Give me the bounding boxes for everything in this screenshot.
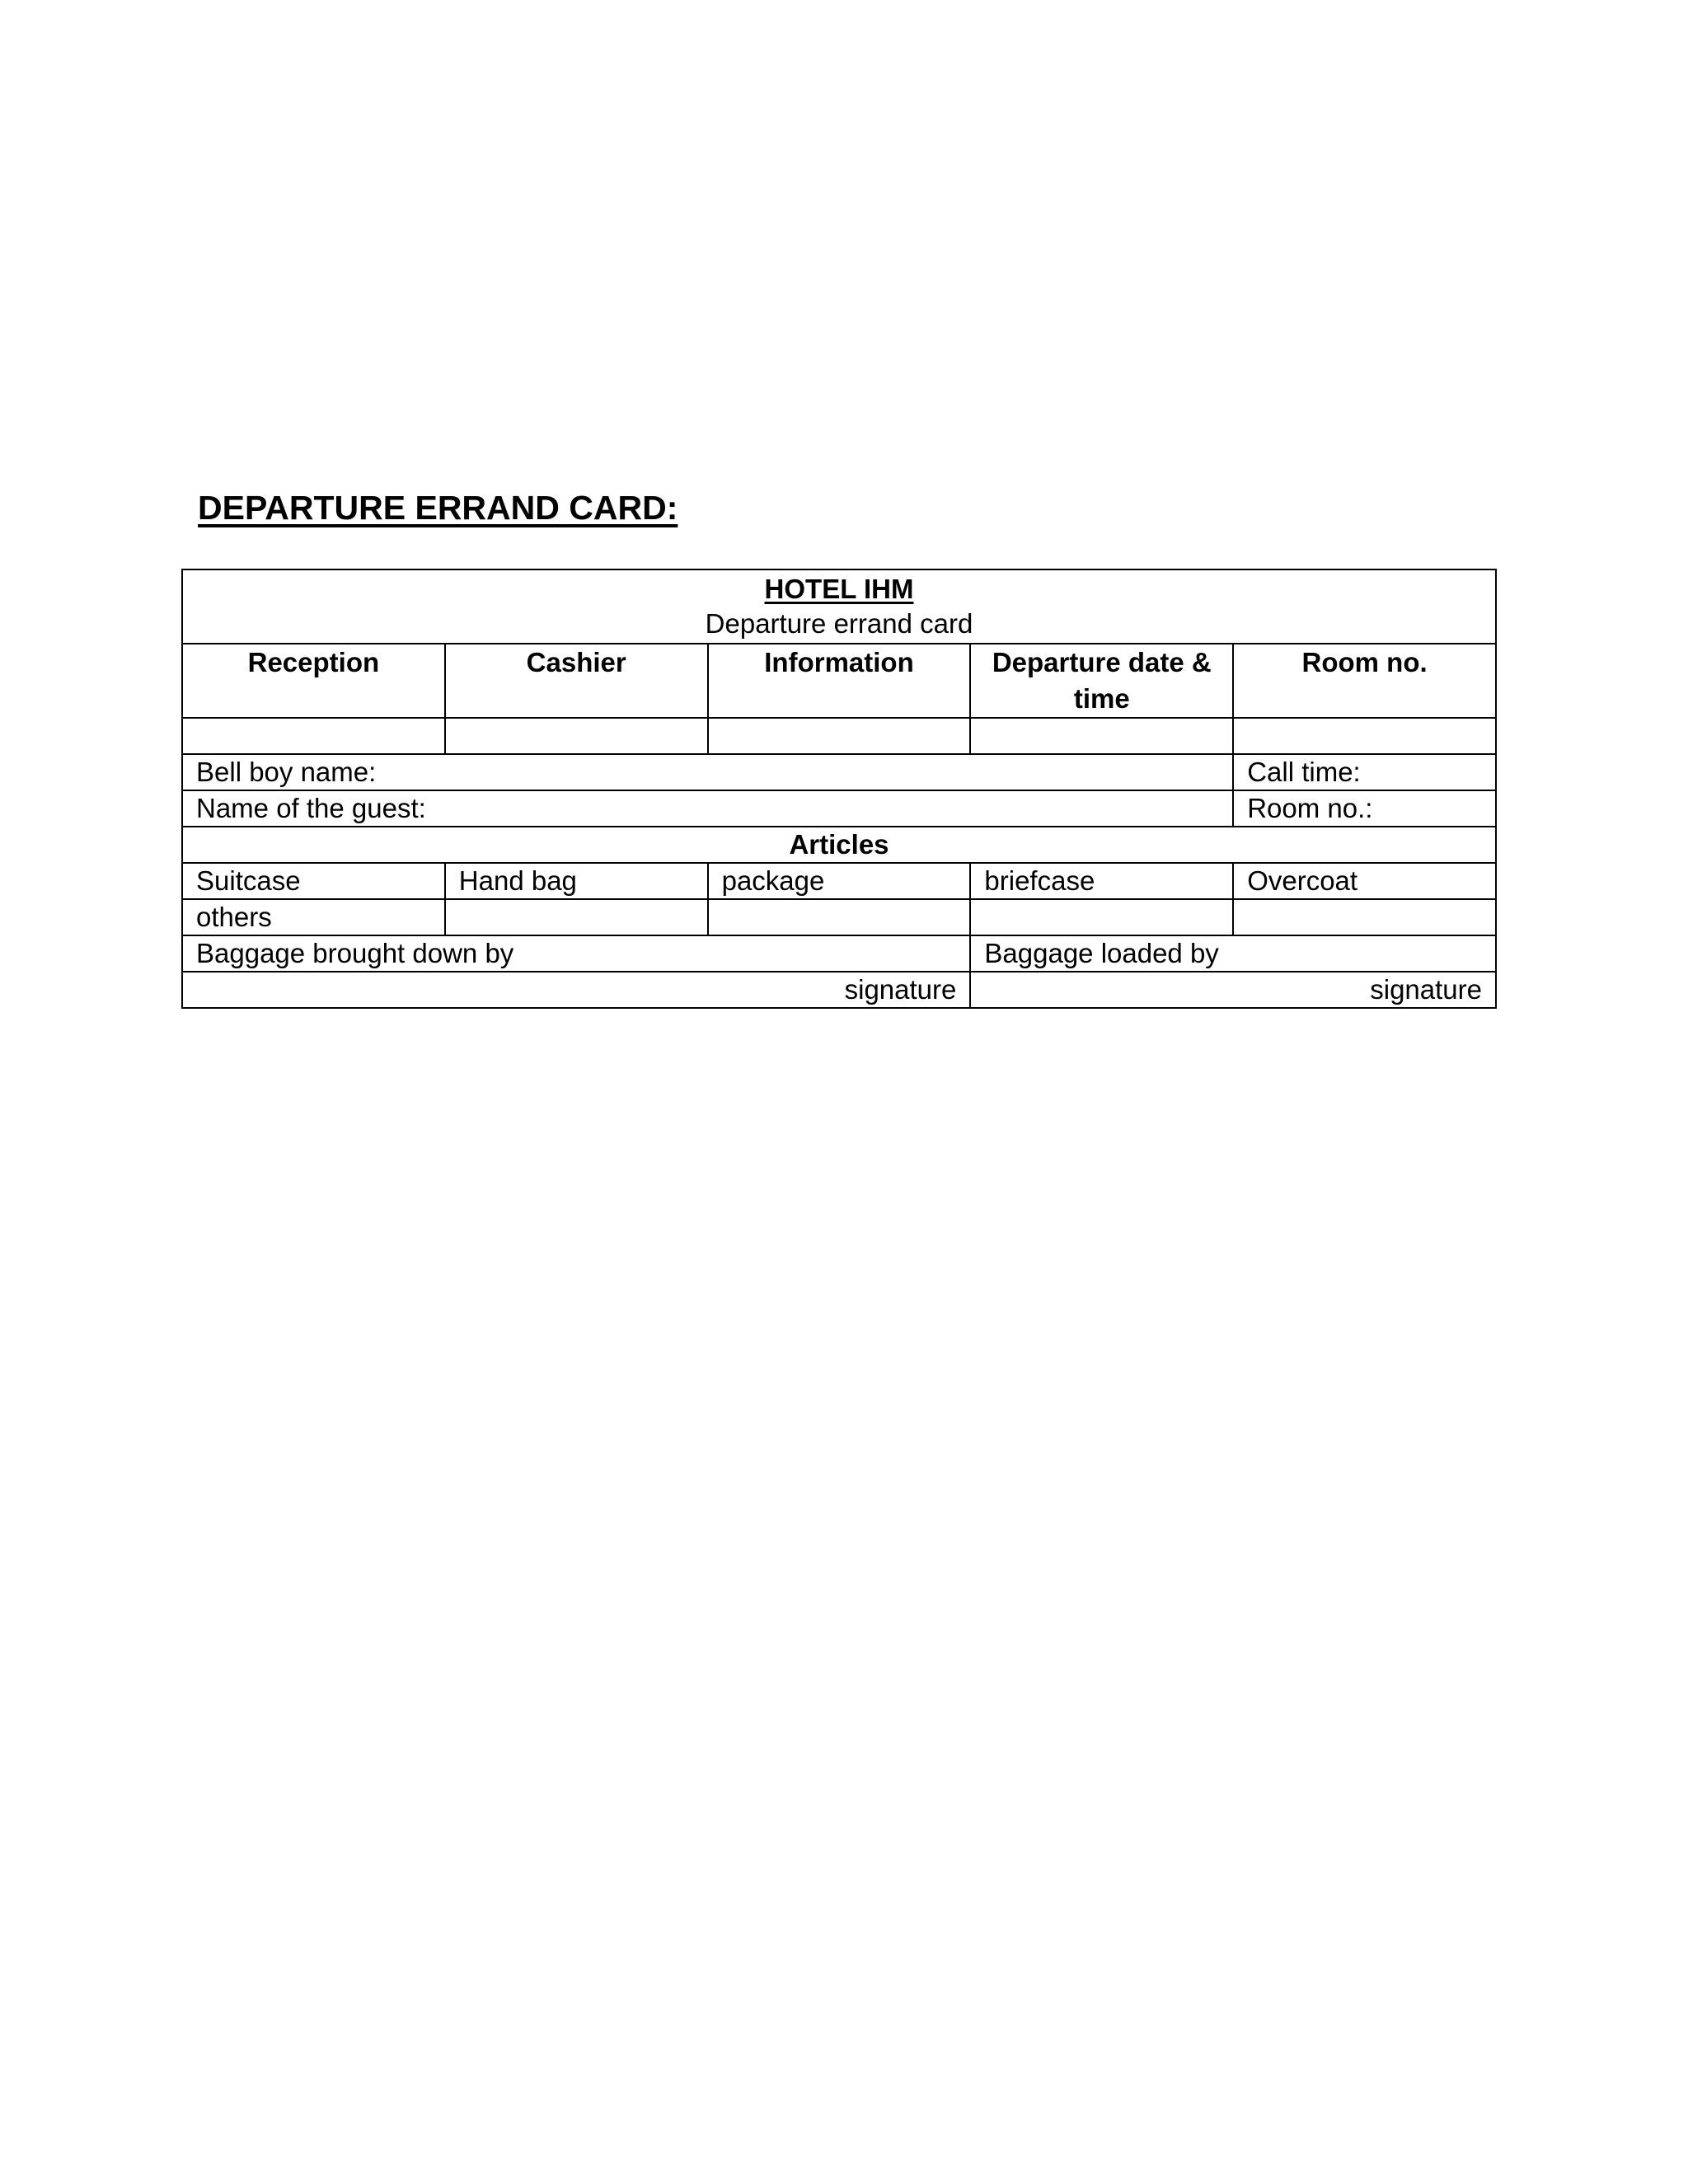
article-package[interactable]: package [708, 863, 971, 899]
baggage-row [182, 935, 1496, 972]
signature-row [182, 972, 1496, 1008]
column-header-reception: Reception [182, 644, 445, 718]
entry-row [182, 718, 1496, 754]
article-hand-bag[interactable]: Hand bag [445, 863, 708, 899]
page-title: DEPARTURE ERRAND CARD: [198, 489, 678, 527]
column-header-row [182, 644, 1496, 718]
guest-row [182, 790, 1496, 827]
hotel-name: HOTEL IHM [764, 574, 914, 604]
baggage-brought-down-field[interactable]: Baggage brought down by [182, 935, 970, 972]
call-time-field[interactable]: Call time: [1233, 754, 1496, 790]
bell-boy-row [182, 754, 1496, 790]
departure-errand-card-table [181, 569, 1497, 1009]
others-entry-cell-3[interactable] [970, 899, 1233, 935]
signature-right-field[interactable]: signature [970, 972, 1496, 1008]
column-header-room-no: Room no. [1233, 644, 1496, 718]
others-entry-cell-2[interactable] [708, 899, 971, 935]
bell-boy-name-field[interactable]: Bell boy name: [182, 754, 1233, 790]
articles-header-row [182, 827, 1496, 863]
column-header-information: Information [708, 644, 971, 718]
signature-left-field[interactable]: signature [182, 972, 970, 1008]
guest-name-field[interactable]: Name of the guest: [182, 790, 1233, 827]
others-entry-cell-1[interactable] [445, 899, 708, 935]
others-row [182, 899, 1496, 935]
articles-row [182, 863, 1496, 899]
card-subtitle: Departure errand card [705, 608, 973, 639]
reception-entry-cell[interactable] [182, 718, 445, 754]
cashier-entry-cell[interactable] [445, 718, 708, 754]
information-entry-cell[interactable] [708, 718, 971, 754]
room-no-entry-cell[interactable] [1233, 718, 1496, 754]
others-entry-cell-4[interactable] [1233, 899, 1496, 935]
column-header-departure-date-time: Departure date & time [970, 644, 1233, 718]
departure-date-time-entry-cell[interactable] [970, 718, 1233, 754]
article-suitcase[interactable]: Suitcase [182, 863, 445, 899]
article-briefcase[interactable]: briefcase [970, 863, 1233, 899]
articles-heading: Articles [182, 827, 1496, 863]
column-header-cashier: Cashier [445, 644, 708, 718]
card-title-row [182, 569, 1496, 644]
guest-room-no-field[interactable]: Room no.: [1233, 790, 1496, 827]
card-title-cell [182, 569, 1496, 644]
baggage-loaded-field[interactable]: Baggage loaded by [970, 935, 1496, 972]
article-others[interactable]: others [182, 899, 445, 935]
article-overcoat[interactable]: Overcoat [1233, 863, 1496, 899]
